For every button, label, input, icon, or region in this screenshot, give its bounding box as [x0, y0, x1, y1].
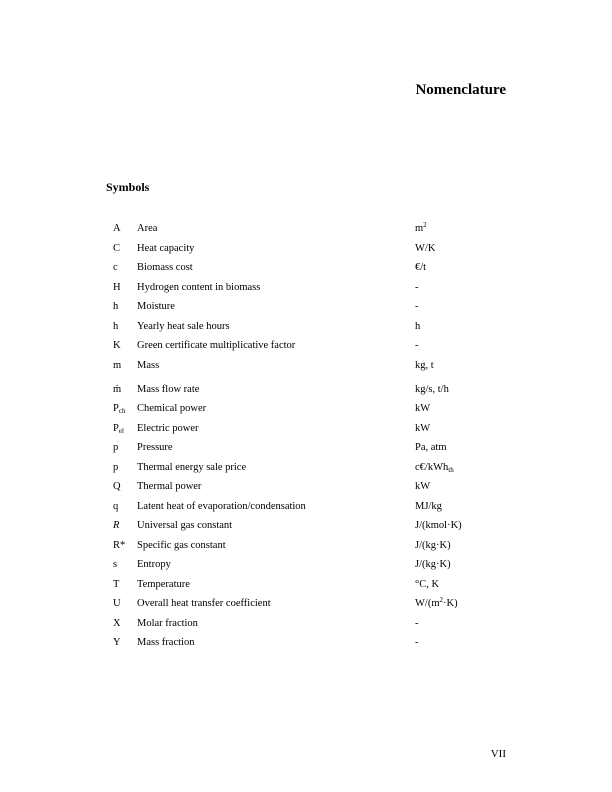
symbols-table [113, 222, 513, 656]
symbol-base: R* [113, 539, 126, 551]
symbol [113, 242, 120, 256]
table-row [113, 320, 513, 340]
unit-base: kg/s, t/h [415, 383, 449, 395]
symbol-description: Latent heat of evaporation/condensation [137, 500, 306, 512]
symbol-base: ṁ [113, 383, 122, 395]
symbol-unit [415, 281, 419, 295]
table-row [113, 441, 513, 461]
unit-base: Pa, atm [415, 442, 447, 453]
unit-base: - [415, 617, 419, 629]
unit-base: - [415, 637, 419, 648]
unit-base: W/K [415, 242, 436, 254]
symbol-unit [415, 383, 449, 397]
symbol [113, 636, 121, 650]
unit-base: m [415, 223, 424, 234]
unit-suffix: ·K) [443, 598, 458, 609]
symbol-description: Hydrogen content in biomass [137, 281, 261, 293]
symbol-base: U [113, 598, 121, 609]
symbol-description: Molar fraction [137, 617, 198, 629]
symbol-description: Area [137, 223, 158, 234]
symbol-unit [415, 422, 430, 436]
symbol-unit [415, 359, 434, 373]
symbol-description: Mass flow rate [137, 383, 200, 395]
table-row [113, 480, 513, 500]
symbol-unit [415, 617, 419, 631]
unit-base: €/t [415, 262, 427, 273]
page-number: VII [490, 748, 506, 760]
unit-base: W/(m [415, 598, 440, 609]
symbol-description: Yearly heat sale hours [137, 320, 230, 332]
table-row [113, 222, 513, 242]
table-row [113, 636, 513, 656]
symbol [113, 441, 118, 455]
unit-superscript: 2 [423, 221, 427, 229]
symbol [113, 359, 121, 373]
symbol-description: Moisture [137, 301, 175, 312]
symbol-unit [415, 441, 447, 455]
symbol [113, 519, 119, 533]
table-row [113, 519, 513, 539]
table-row [113, 578, 513, 598]
symbol-base: H [113, 281, 121, 293]
symbol-base: q [113, 500, 119, 512]
unit-subscript: th [448, 465, 454, 474]
symbol-base: h [113, 320, 119, 332]
symbol [113, 539, 125, 553]
symbol-unit [415, 500, 442, 514]
table-row [113, 500, 513, 520]
symbol-unit [415, 461, 454, 475]
unit-base: h [415, 320, 421, 332]
symbol-description: Electric power [137, 422, 199, 434]
unit-base: kW [415, 403, 431, 414]
table-row [113, 339, 513, 359]
symbol-unit [415, 519, 462, 533]
symbol-base: A [113, 223, 121, 234]
table-row [113, 402, 513, 422]
symbol [113, 461, 118, 475]
unit-base: - [415, 340, 419, 351]
symbol-base: c [113, 262, 118, 273]
symbol-unit [415, 636, 419, 650]
table-row [113, 281, 513, 301]
symbol-base: Q [113, 481, 121, 492]
symbol-unit [415, 261, 426, 275]
symbol [113, 500, 118, 514]
unit-base: kW [415, 422, 431, 434]
unit-base: c€/kWh [415, 461, 449, 473]
table-row [113, 597, 513, 617]
symbol [113, 597, 121, 611]
symbol-description: Heat capacity [137, 242, 195, 254]
symbol [113, 339, 121, 353]
unit-base: kg, t [415, 359, 434, 371]
symbol-base: p [113, 461, 119, 473]
symbol-base: p [113, 442, 119, 453]
symbol-base: P [113, 422, 119, 434]
symbol-base: K [113, 340, 121, 351]
unit-base: °C, K [415, 578, 440, 590]
unit-base: MJ/kg [415, 500, 442, 512]
symbol-base: C [113, 242, 121, 254]
symbol [113, 480, 121, 494]
symbol-description: Thermal power [137, 481, 202, 492]
symbol-unit [415, 242, 435, 256]
unit-superscript: 2 [439, 596, 443, 604]
unit-base: J/(kg·K) [415, 539, 451, 551]
unit-base: - [415, 281, 419, 293]
symbol-unit [415, 597, 458, 611]
symbol [113, 383, 121, 397]
symbol-base: R [113, 520, 120, 531]
unit-base: - [415, 301, 419, 312]
symbol-description: Overall heat transfer coefficient [137, 598, 271, 609]
section-heading: Symbols [106, 180, 150, 194]
table-row [113, 359, 513, 379]
page-title: Nomenclature [415, 82, 506, 98]
symbol [113, 261, 118, 275]
unit-base: J/(kg·K) [415, 559, 451, 570]
symbol-description: Temperature [137, 578, 190, 590]
symbol-base: P [113, 403, 119, 414]
symbol-unit [415, 578, 439, 592]
symbol-description: Thermal energy sale price [137, 461, 247, 473]
symbol-unit [415, 300, 419, 314]
table-row [113, 617, 513, 637]
table-row [113, 242, 513, 262]
table-row [113, 261, 513, 281]
symbol-base: h [113, 301, 119, 312]
symbol-subscript: ch [118, 407, 126, 415]
table-row [113, 558, 513, 578]
symbol [113, 402, 125, 416]
symbol [113, 578, 119, 592]
symbol [113, 558, 117, 572]
symbol [113, 617, 121, 631]
table-row [113, 422, 513, 442]
symbol-unit [415, 222, 427, 236]
table-row [113, 539, 513, 559]
table-row [113, 300, 513, 320]
symbol [113, 300, 118, 314]
unit-base: J/(kmol·K) [415, 520, 462, 531]
symbol-description: Specific gas constant [137, 539, 226, 551]
symbol-description: Pressure [137, 442, 173, 453]
symbol [113, 222, 121, 236]
symbol-base: X [113, 617, 121, 629]
symbol-description: Mass [137, 359, 160, 371]
symbol-subscript: el [118, 426, 124, 435]
symbol [113, 320, 118, 334]
symbol [113, 281, 121, 295]
symbol-description: Mass fraction [137, 637, 195, 648]
symbol-unit [415, 339, 419, 353]
symbol-description: Green certificate multiplicative factor [137, 340, 296, 351]
table-row [113, 383, 513, 403]
symbol-unit [415, 402, 430, 416]
symbol-description: Entropy [137, 559, 171, 570]
table-row [113, 461, 513, 481]
symbol-description: Chemical power [137, 403, 207, 414]
symbol-unit [415, 480, 430, 494]
symbol-base: Y [113, 637, 121, 648]
symbol-unit [415, 539, 451, 553]
symbol-base: s [113, 559, 118, 570]
unit-base: kW [415, 481, 431, 492]
symbol-base: T [113, 578, 120, 590]
symbol-base: m [113, 359, 122, 371]
symbol-unit [415, 320, 420, 334]
symbol-unit [415, 558, 451, 572]
symbol-description: Biomass cost [137, 262, 193, 273]
symbol [113, 422, 124, 436]
symbol-description: Universal gas constant [137, 520, 233, 531]
